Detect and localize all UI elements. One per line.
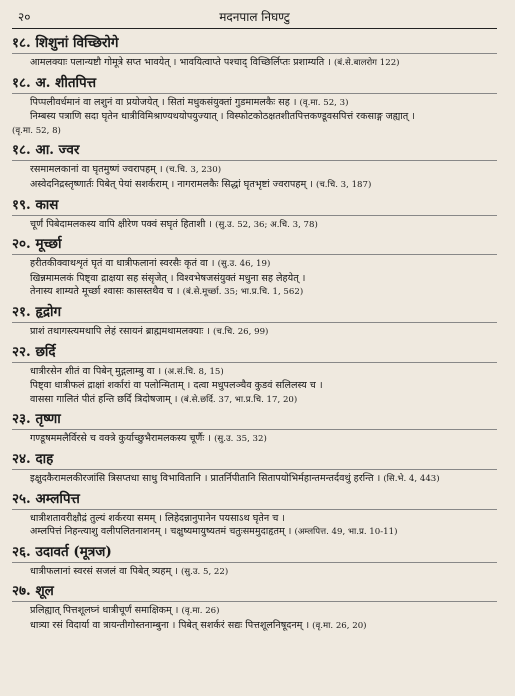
verse-text: प्रलिह्यात् पित्तशूलघ्नं धात्रीचूर्णं समाक्षिकम् । [30, 605, 179, 617]
section-heading: १८. आ. ज्वर [12, 142, 80, 159]
section [12, 236, 497, 300]
section-heading: २६. उदावर्त (मूत्रज) [12, 543, 112, 560]
verse-text: इक्षुदकैरामलकीरजांसि त्रिसप्तधा साधु विभावितानि । प्रातर्निपीतानि सितापयोभिर्महान्तमन्तर्दवथुं हरन्ति । [30, 472, 381, 484]
section-heading: २०. मूर्च्छा [12, 236, 62, 253]
verse-line [12, 163, 497, 178]
verse-text: धात्रीफलानां स्वरसं सजलं वा पिबेत् त्र्यहम् । [30, 565, 178, 577]
verse-line [12, 325, 497, 340]
section-divider [12, 601, 497, 602]
section-divider [12, 429, 497, 430]
verse-text: तेनास्य शाम्यते मूर्च्छा श्वासः कासस्तथैव च । [30, 286, 180, 298]
section-divider [12, 254, 497, 255]
verse-text: खिन्नमामलकं पिष्ट्वा द्राक्षया सह संसृजेत् । विश्वभेषजसंयुक्तं मधुना सह लेहयेत् । [30, 272, 306, 284]
verse-text: हरीतकीक्वाथशृतं घृतं वा धात्रीफलानां स्वरसैः कृतं वा । [30, 258, 215, 270]
section-divider [12, 215, 497, 216]
section-divider [12, 509, 497, 510]
verse-line [12, 285, 497, 300]
verse-text: धात्रीशतावरीक्षौद्रं तुल्यं शर्करया समम् । लिहेदन्नानुपानेन पयसाऽथ घृतेन च । [30, 512, 285, 524]
citation: (सु.उ. 46, 19) [217, 259, 271, 270]
citation: (च.चि. 3, 230) [165, 165, 222, 176]
citation: (सु.उ. 5, 22) [180, 566, 229, 577]
citation: (सु.उ. 35, 32) [214, 434, 267, 445]
section-heading: १८. अ. शीतपित्त [12, 74, 97, 91]
verse-line [12, 472, 497, 487]
citation: (बं.से.बालरोग 122) [333, 58, 400, 68]
section-heading: १८. शिशुनां विच्छिरोगे [12, 35, 119, 51]
section [12, 491, 497, 540]
section [12, 344, 497, 408]
section [12, 142, 497, 192]
section [12, 411, 497, 447]
verse-text: वाससा गालितं पीतं हन्ति छर्दि त्रिदोषजाम् । [30, 393, 178, 405]
verse-line [12, 218, 497, 233]
verse-line [12, 432, 497, 447]
section-divider [12, 160, 497, 161]
section-divider [12, 469, 497, 470]
citation: (च.चि. 26, 99) [213, 326, 269, 337]
running-title: मदनपाल निघण्टु [219, 10, 290, 24]
verse-text: आमलक्याः पलान्यष्टौ गोमूत्रे सप्त भावयेत् । भावयित्वाप्ते पश्चाद् विच्छिर्लिप्तः प्रशाम्यति । [30, 57, 331, 68]
section-heading: १९. कास [12, 196, 59, 213]
section-divider [12, 562, 497, 563]
page-content [12, 29, 497, 633]
verse-line [12, 565, 497, 580]
page-header [12, 6, 497, 29]
verse-text: चूर्णं पिबेदामलकस्य वापि क्षीरेण पक्वं सघृतं हिताशी । [30, 218, 213, 230]
citation: (सु.उ. 52, 36; अ.चि. 3, 78) [215, 219, 318, 230]
section [12, 197, 497, 233]
verse-text: रसमामलकानां वा घृतमुष्णं ज्वरापहम् । [30, 164, 163, 176]
page-number: २० [18, 10, 31, 24]
citation: (सि.भे. 4, 443) [383, 473, 440, 484]
verse-line [12, 365, 497, 380]
verse-text: अम्लपित्तं निहन्त्याशु वलीपलितनाशनम् । चक्षुष्यमायुष्यतमं चतुःसममुदाहृतम् । [30, 526, 292, 538]
citation: (अ.सं.चि. 8, 15) [164, 366, 224, 377]
section [12, 451, 497, 487]
verse-line [12, 604, 497, 619]
section-divider [12, 322, 497, 323]
verse-line [12, 124, 497, 139]
verse-text: धात्रीरसेन शीतं वा पिबेन् मुद्गलाम्बु वा । [30, 365, 162, 377]
verse-text: अस्वेदनिद्रस्तृष्णार्तः पिबेत् पेयां सशर्कराम् । नागरामलकैः सिद्धां घृतभृष्टां ज्वरापहम् । [30, 178, 313, 190]
verse-text: प्राशं तथागस्त्यमथापि लेहं रसायनं ब्राह्ममथामलक्याः । [30, 325, 210, 337]
section [12, 75, 497, 139]
section-heading: २५. अम्लपित्त [12, 490, 80, 507]
section [12, 583, 497, 633]
section-divider [12, 93, 497, 94]
verse-line [12, 393, 497, 408]
citation: (वृ.मा. 52, 3) [299, 97, 349, 108]
citation: (वृ.मा. 26, 20) [312, 620, 367, 631]
verse-line [12, 619, 497, 634]
citation: (बं.से.मूर्च्छा. 35; भा.प्र.चि. 1, 562) [182, 287, 304, 298]
citation: (अम्लपित्त. 49, भा.प्र. 10-11) [294, 527, 398, 538]
section [12, 35, 497, 71]
citation: (बं.से.छर्दि. 37, भा.प्र.चि. 17, 20) [180, 394, 298, 405]
verse-line [12, 512, 497, 526]
section-heading: २७. शूल [12, 583, 54, 600]
section-heading: २४. दाह [12, 450, 54, 467]
verse-line [12, 379, 497, 393]
citation: (वृ.मा. 52, 8) [12, 125, 61, 136]
section-heading: २२. छर्दि [12, 343, 56, 360]
verse-line [12, 178, 497, 193]
verse-text: निम्बस्य पत्राणि सदा घृतेन धात्रीविमिश्राण्यथयोपयुज्यात् । विस्फोटकोठक्षतशीतपित्तकण्डूवसपित्तं रकसाङ्ग जह्यात् । [30, 111, 415, 123]
verse-line [12, 257, 497, 272]
verse-text: धात्र्या रसं विदार्या वा त्रायन्तीगोस्तनाम्बुना । पिबेत् सशर्करं सद्यः पित्तशूलनिषूदनम् । [30, 619, 310, 631]
section-heading: २१. हृद्रोग [12, 303, 62, 320]
verse-line [12, 56, 497, 71]
verse-text: गण्डूषममलैर्विरसे च वक्त्रे कुर्याच्छुभैरामलकस्य चूर्णैः । [30, 433, 211, 445]
section [12, 304, 497, 340]
verse-line [12, 110, 497, 124]
verse-line [12, 272, 497, 286]
section [12, 544, 497, 580]
verse-line [12, 96, 497, 111]
citation: (वृ.मा. 26) [181, 606, 220, 617]
section-divider [12, 53, 497, 54]
section-heading: २३. तृष्णा [12, 411, 61, 428]
verse-text: पिप्पलीवर्धमानं वा लशुनं वा प्रयोजयेत् । सितां मधुकसंयुक्तां गुडमामलकैः सह । [30, 96, 297, 108]
verse-line [12, 525, 497, 540]
verse-text: पिष्ट्वा धात्रीफलं द्राक्षां शर्कारां वा पलोन्मिताम् । दत्वा मधुपलञ्चैव कुडवं सलिलस्य च । [30, 380, 323, 392]
section-divider [12, 362, 497, 363]
citation: (च.चि. 3, 187) [315, 179, 372, 190]
